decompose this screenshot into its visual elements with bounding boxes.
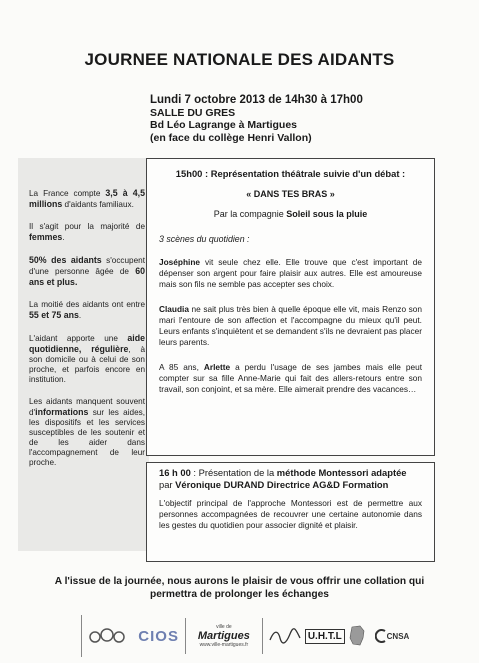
cnsa-arc-icon xyxy=(375,629,387,643)
martigues-logo: ville de Martigues www.ville-martigues.fr xyxy=(197,624,250,648)
fact-age-range: La moitié des aidants ont entre 55 et 75 ans. xyxy=(29,300,145,320)
france-map-icon xyxy=(348,625,366,647)
page-title: JOURNEE NATIONALE DES AIDANTS xyxy=(84,50,395,69)
event-landmark: (en face du collège Henri Vallon) xyxy=(150,131,312,144)
event-date: Lundi 7 octobre 2013 de 14h30 à 17h00 xyxy=(150,94,363,106)
departement-emblem-icon xyxy=(87,625,127,647)
montessori-session-box xyxy=(146,462,435,562)
signature-scribble-icon xyxy=(268,626,302,646)
fact-elderly-care: 50% des aidants s'occupent d'une personne âgée de 60 ans et plus. xyxy=(29,255,145,287)
event-info xyxy=(150,94,440,144)
signature-logo xyxy=(265,616,305,656)
uhtl-logo: U.H.T.L xyxy=(308,616,342,656)
cnsa-logo: CNSA xyxy=(373,616,411,656)
scenes-intro: 3 scènes du quotidien : xyxy=(159,234,250,244)
logo-divider xyxy=(262,618,263,654)
theatre-heading: 15h00 : Représentation théâtrale suivie d'un débat : xyxy=(175,168,406,179)
facts-sidebar xyxy=(18,158,149,551)
logo-divider xyxy=(185,618,186,654)
scene-josephine: Joséphine vit seule chez elle. Elle trouve que c'est important de dépenser son argent pour faire plaisir aux autres. Elle est amoureuse mais son fils ne semble pas accepter ses choix. xyxy=(159,257,422,289)
event-venue: SALLE DU GRES xyxy=(150,106,236,119)
partner-logos xyxy=(81,615,411,657)
fact-aidants-count: La France compte 3,5 à 4,5 millions d'aidants familiaux. xyxy=(29,188,145,209)
scene-claudia: Claudia ne sait plus très bien à quelle époque elle vit, mais Renzo son mari l'entoure de son affection et l'accompagne du mieux qu'il peut. Leurs enfants s'inquiètent et se demandent s'ils ne devraient pas placer leurs parents. xyxy=(159,304,422,347)
departement-logo xyxy=(82,616,132,656)
montessori-description: L'objectif principal de l'approche Montessori est de permettre aux personnes accompagnées de recouvrer une certaine autonomie dans les gestes du quotidien pour associer dignité et plaisir. xyxy=(159,498,422,530)
scene-arlette: A 85 ans, Arlette a perdu l'usage de ses jambes mais elle peut compter sur sa fille Anne-Marie qui fait des allers-retours entre son travail, son conjoint, et sa mère. Elle aimerait prendre des vacances… xyxy=(159,362,422,394)
cios-logo: CIOS xyxy=(138,627,179,645)
republique-logo xyxy=(344,616,370,656)
fact-information-lack: Les aidants manquent souvent d'informations sur les aides, les dispositifs et les services susceptibles de les soutenir et de les aider dans l'accompagnement de leur proche. xyxy=(29,397,145,467)
montessori-heading: 16 h 00 : Présentation de la méthode Montessori adaptée par Véronique DURAND Directrice AG&D Formation xyxy=(159,467,407,490)
company-line: Par la compagnie Soleil sous la pluie xyxy=(213,209,368,219)
play-title: « DANS TES BRAS » xyxy=(246,189,335,199)
event-address: Bd Léo Lagrange à Martigues xyxy=(150,119,298,131)
fact-daily-help: L'aidant apporte une aide quotidienne, régulière, à son domicile ou à celui de son proche, et parfois encore en institution. xyxy=(29,333,145,384)
closing-note: A l'issue de la journée, nous aurons le plaisir de vous offrir une collation qui permettra de prolonger les échanges xyxy=(54,576,425,600)
theatre-session-box xyxy=(146,158,435,456)
fact-majority-women: Il s'agit pour la majorité de femmes. xyxy=(29,222,145,242)
